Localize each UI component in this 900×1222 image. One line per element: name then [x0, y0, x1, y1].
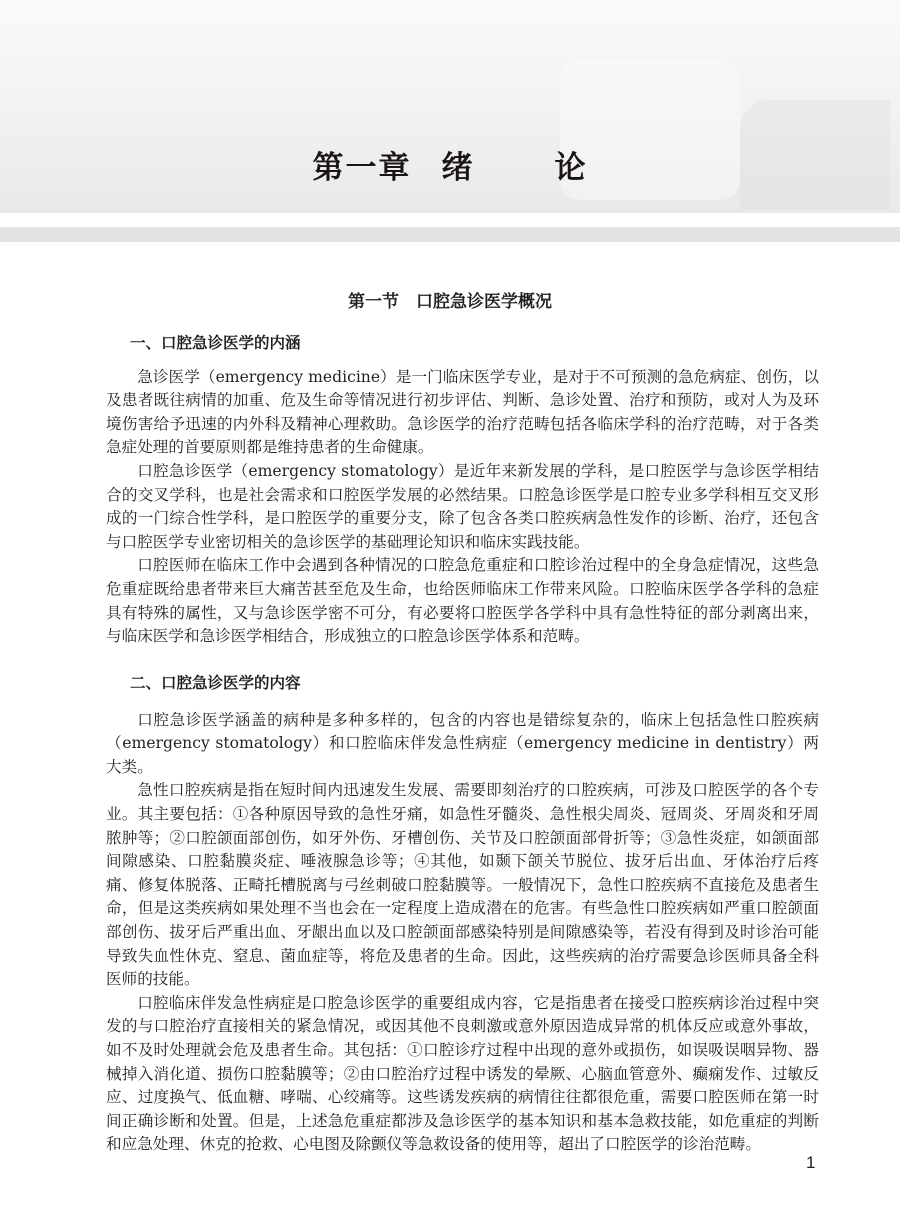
- chapter-name-char: 论: [554, 150, 588, 186]
- section-1: [106, 332, 819, 649]
- page-number: 1: [806, 1153, 816, 1172]
- section-title: 第一节 口腔急诊医学概况: [348, 292, 552, 312]
- paragraph: 口腔急诊医学涵盖的病种是多种多样的，包含的内容也是错综复杂的，临床上包括急性口腔疾病（emergency stomatology）和口腔临床伴发急性病症（emergency medicine in dentistry）两大类。: [106, 710, 819, 776]
- section-2: [106, 672, 819, 1157]
- subheading: 二、口腔急诊医学的内容: [130, 674, 301, 692]
- paragraph: 口腔临床伴发急性病症是口腔急诊医学的重要组成内容，它是指患者在接受口腔疾病诊治过程中突发的与口腔治疗直接相关的紧急情况，或因其他不良刺激或意外原因造成异常的机体反应或意外事故，如不及时处理就会危及患者生命。其包括：①口腔诊疗过程中出现的意外或损伤，如误吸误咽异物、器械掉入消化道、损伤口腔黏膜等；②由口腔治疗过程中诱发的晕厥、心脑血管意外、癫痫发作、过敏反应、过度换气、低血糖、哮喘、心绞痛等。这些诱发疾病的病情往往都很危重，需要口腔医师在第一时间正确诊断和处置。但是，上述急危重症都涉及急诊医学的基本知识和基本急救技能，如危重症的判断和应急处理、休克的抢救、心电图及除颤仪等急救设备的使用等，超出了口腔医学的诊治范畴。: [106, 993, 819, 1154]
- paragraph: 急诊医学（emergency medicine）是一门临床医学专业，是对于不可预测的急危病症、创伤，以及患者既往病情的加重、危及生命等情况进行初步评估、判断、急诊处置、治疗和预防，或对人为及环境伤害给予迅速的内外科及精神心理救助。急诊医学的治疗范畴包括各临床学科的治疗范畴，对于各类急症处理的首要原则都是维持患者的生命健康。: [106, 367, 819, 457]
- paragraph: 口腔医师在临床工作中会遇到各种情况的口腔急危重症和口腔诊治过程中的全身急症情况，这些急危重症既给患者带来巨大痛苦甚至危及生命，也给医师临床工作带来风险。口腔临床医学各学科的急症具有特殊的属性，又与急诊医学密不可分，有必要将口腔医学各学科中具有急性特征的部分剥离出来，与临床医学和急诊医学相结合，形成独立的口腔急诊医学体系和范畴。: [106, 556, 819, 646]
- paragraph: 口腔急诊医学（emergency stomatology）是近年来新发展的学科，是口腔医学与急诊医学相结合的交叉学科，也是社会需求和口腔医学发展的必然结果。口腔急诊医学是口腔专业多学科相互交叉形成的一门综合性学科，是口腔医学的重要分支，除了包含各类口腔疾病急性发作的诊断、治疗，还包含与口腔医学专业密切相关的急诊医学的基础理论知识和临床实践技能。: [106, 461, 819, 551]
- chapter-number: 第一章: [312, 150, 412, 186]
- chapter-title: [0, 142, 900, 187]
- banner-divider-band: [0, 227, 900, 242]
- chapter-name-char: 绪: [441, 150, 475, 186]
- paragraph: 急性口腔疾病是指在短时间内迅速发生发展、需要即刻治疗的口腔疾病，可涉及口腔医学的各个专业。其主要包括：①各种原因导致的急性牙痛，如急性牙髓炎、急性根尖周炎、冠周炎、牙周炎和牙周脓肿等；②口腔颌面部创伤，如牙外伤、牙槽创伤、关节及口腔颌面部骨折等；③急性炎症，如颌面部间隙感染、口腔黏膜炎症、唾液腺急诊等；④其他，如颞下颌关节脱位、拔牙后出血、牙体治疗后疼痛、修复体脱落、正畸托槽脱离与弓丝刺破口腔黏膜等。一般情况下，急性口腔疾病不直接危及患者生命，但是这类疾病如果处理不当也会在一定程度上造成潜在的危害。有些急性口腔疾病如严重口腔颌面部创伤、拔牙后严重出血、牙龈出血以及口腔颌面部感染特别是间隙感染等，若没有得到及时诊治可能导致失血性休克、窒息、菌血症等，将危及患者的生命。因此，这些疾病的治疗需要急诊医师具备全科医师的技能。: [106, 781, 819, 989]
- subheading: 一、口腔急诊医学的内涵: [130, 334, 301, 352]
